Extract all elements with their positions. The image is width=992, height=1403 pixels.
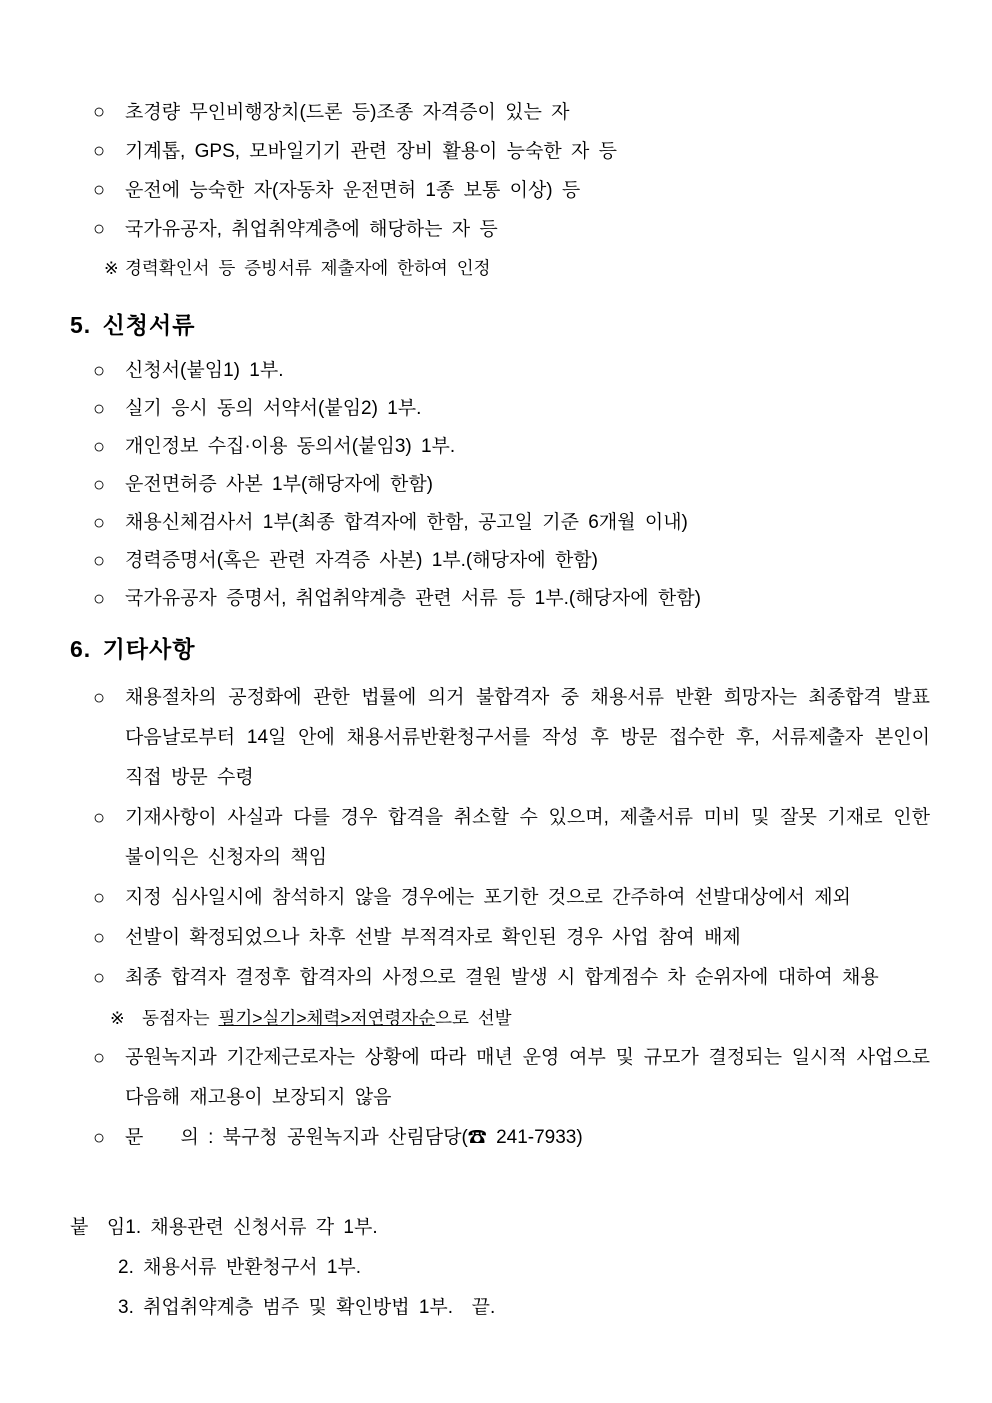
attachment-item: 1. 채용관련 신청서류 각 1부.: [125, 1217, 378, 1238]
bullet-text: 운전면허증 사본 1부(해당자에 한함): [125, 474, 434, 495]
bullet-text: 채용신체검사서 1부(최종 합격자에 한함, 공고일 기준 6개월 이내): [125, 512, 688, 533]
bullet-marker-icon: ○: [93, 101, 106, 123]
note-text: 경력확인서 등 증빙서류 제출자에 한하여 인정: [125, 258, 491, 278]
bullet-item: [93, 390, 930, 428]
tiebreak-underlined-text: 필기>실기>체력>저연령자순: [218, 1008, 436, 1028]
section-6-list: [70, 678, 940, 1158]
bullet-text: 운전에 능숙한 자(자동차 운전면허 1종 보통 이상) 등: [125, 180, 581, 201]
bullet-text: 국가유공자 증명서, 취업취약계층 관련 서류 등 1부.(해당자에 한함): [125, 588, 701, 609]
intro-note: [104, 249, 930, 288]
bullet-text: 개인정보 수집·이용 동의서(붙임3) 1부.: [125, 436, 456, 457]
section-5-heading: 5. 신청서류: [70, 312, 196, 338]
bullet-marker-icon: ○: [93, 179, 106, 201]
bullet-item: [93, 210, 930, 249]
bullet-text: 기계톱, GPS, 모바일기기 관련 장비 활용이 능숙한 자 등: [125, 141, 617, 162]
bullet-marker-icon: ○: [93, 512, 106, 534]
bullet-marker-icon: ○: [93, 687, 106, 709]
bullet-text: 국가유공자, 취업취약계층에 해당하는 자 등: [125, 219, 498, 240]
tiebreak-note-text: [142, 998, 930, 1038]
bullet-marker-icon: ○: [93, 218, 106, 240]
bullet-marker-icon: ○: [93, 474, 106, 496]
bullet-item: [93, 504, 930, 542]
contact-line: [93, 1118, 930, 1158]
bullet-marker-icon: ○: [93, 398, 106, 420]
bullet-item: [93, 918, 930, 958]
attachments-label-spacer: [70, 1248, 118, 1288]
bullet-text: 실기 응시 동의 서약서(붙임2) 1부.: [125, 398, 422, 419]
bullet-text: 공원녹지과 기간제근로자는 상황에 따라 매년 운영 여부 및 규모가 결정되는 일시적 사업으로 다음해 재고용이 보장되지 않음: [125, 1047, 940, 1108]
bullet-marker-icon: ○: [93, 927, 106, 949]
section-6-heading: 6. 기타사항: [70, 636, 196, 662]
bullet-marker-icon: ○: [93, 588, 106, 610]
attachment-row: [70, 1248, 930, 1288]
bullet-item: [93, 466, 930, 504]
bullet-text: 지정 심사일시에 참석하지 않을 경우에는 포기한 것으로 간주하여 선발대상에서 제외: [125, 887, 851, 908]
reference-mark-icon: ※: [110, 1008, 125, 1028]
bullet-item: [93, 132, 930, 171]
reference-mark-icon: ※: [104, 258, 119, 278]
bullet-marker-icon: ○: [93, 967, 106, 989]
bullet-item: [93, 878, 930, 918]
bullet-text: 초경량 무인비행장치(드론 등)조종 자격증이 있는 자: [125, 102, 570, 123]
contact-text: 문 의 : 북구청 공원녹지과 산림담당(☎ 241-7933): [125, 1127, 583, 1148]
bullet-item: [93, 171, 930, 210]
bullet-item: [93, 798, 940, 878]
bullet-text: 기재사항이 사실과 다를 경우 합격을 취소할 수 있으며, 제출서류 미비 및 잘못 기재로 인한 불이익은 신청자의 책임: [125, 807, 940, 868]
bullet-marker-icon: ○: [93, 1127, 106, 1149]
bullet-item: [93, 542, 930, 580]
bullet-marker-icon: ○: [93, 1047, 106, 1069]
bullet-marker-icon: ○: [93, 140, 106, 162]
bullet-item: [93, 580, 930, 618]
bullet-marker-icon: ○: [93, 807, 106, 829]
bullet-marker-icon: ○: [93, 887, 106, 909]
bullet-marker-icon: ○: [93, 550, 106, 572]
attachment-item: 2. 채용서류 반환청구서 1부.: [118, 1257, 362, 1278]
tiebreak-prefix: 동점자는: [142, 1008, 219, 1028]
intro-bullet-list: [70, 93, 930, 288]
bullet-text: 경력증명서(혹은 관련 자격증 사본) 1부.(해당자에 한함): [125, 550, 598, 571]
bullet-text: 신청서(붙임1) 1부.: [125, 360, 284, 381]
section-5-list: [70, 352, 930, 618]
tiebreak-note: [110, 998, 930, 1038]
bullet-item: [93, 958, 930, 998]
bullet-item: [93, 352, 930, 390]
bullet-item: [93, 93, 930, 132]
bullet-text: 채용절차의 공정화에 관한 법률에 의거 불합격자 중 채용서류 반환 희망자는 최종합격 발표 다음날로부터 14일 안에 채용서류반환청구서를 작성 후 방문 접수한 후, 서류제출자 본인이 직접 방문 수령: [125, 687, 940, 788]
bullet-text: 선발이 확정되었으나 차후 선발 부적격자로 확인된 경우 사업 참여 배제: [125, 927, 741, 948]
attachments-label-spacer: [70, 1288, 118, 1328]
bullet-item: [93, 428, 930, 466]
bullet-item: [93, 1038, 940, 1118]
attachment-row: [70, 1288, 930, 1328]
tiebreak-suffix: 으로 선발: [435, 1008, 512, 1028]
attachment-item: 3. 취업취약계층 범주 및 확인방법 1부. 끝.: [118, 1297, 496, 1318]
attachment-row: [70, 1208, 930, 1248]
bullet-text: 최종 합격자 결정후 합격자의 사정으로 결원 발생 시 합계점수 차 순위자에 대하여 채용: [125, 967, 879, 988]
attachments-label: 붙 임: [70, 1217, 126, 1238]
bullet-marker-icon: ○: [93, 360, 106, 382]
attachments-block: [70, 1208, 930, 1328]
bullet-item: [93, 678, 940, 798]
bullet-marker-icon: ○: [93, 436, 106, 458]
